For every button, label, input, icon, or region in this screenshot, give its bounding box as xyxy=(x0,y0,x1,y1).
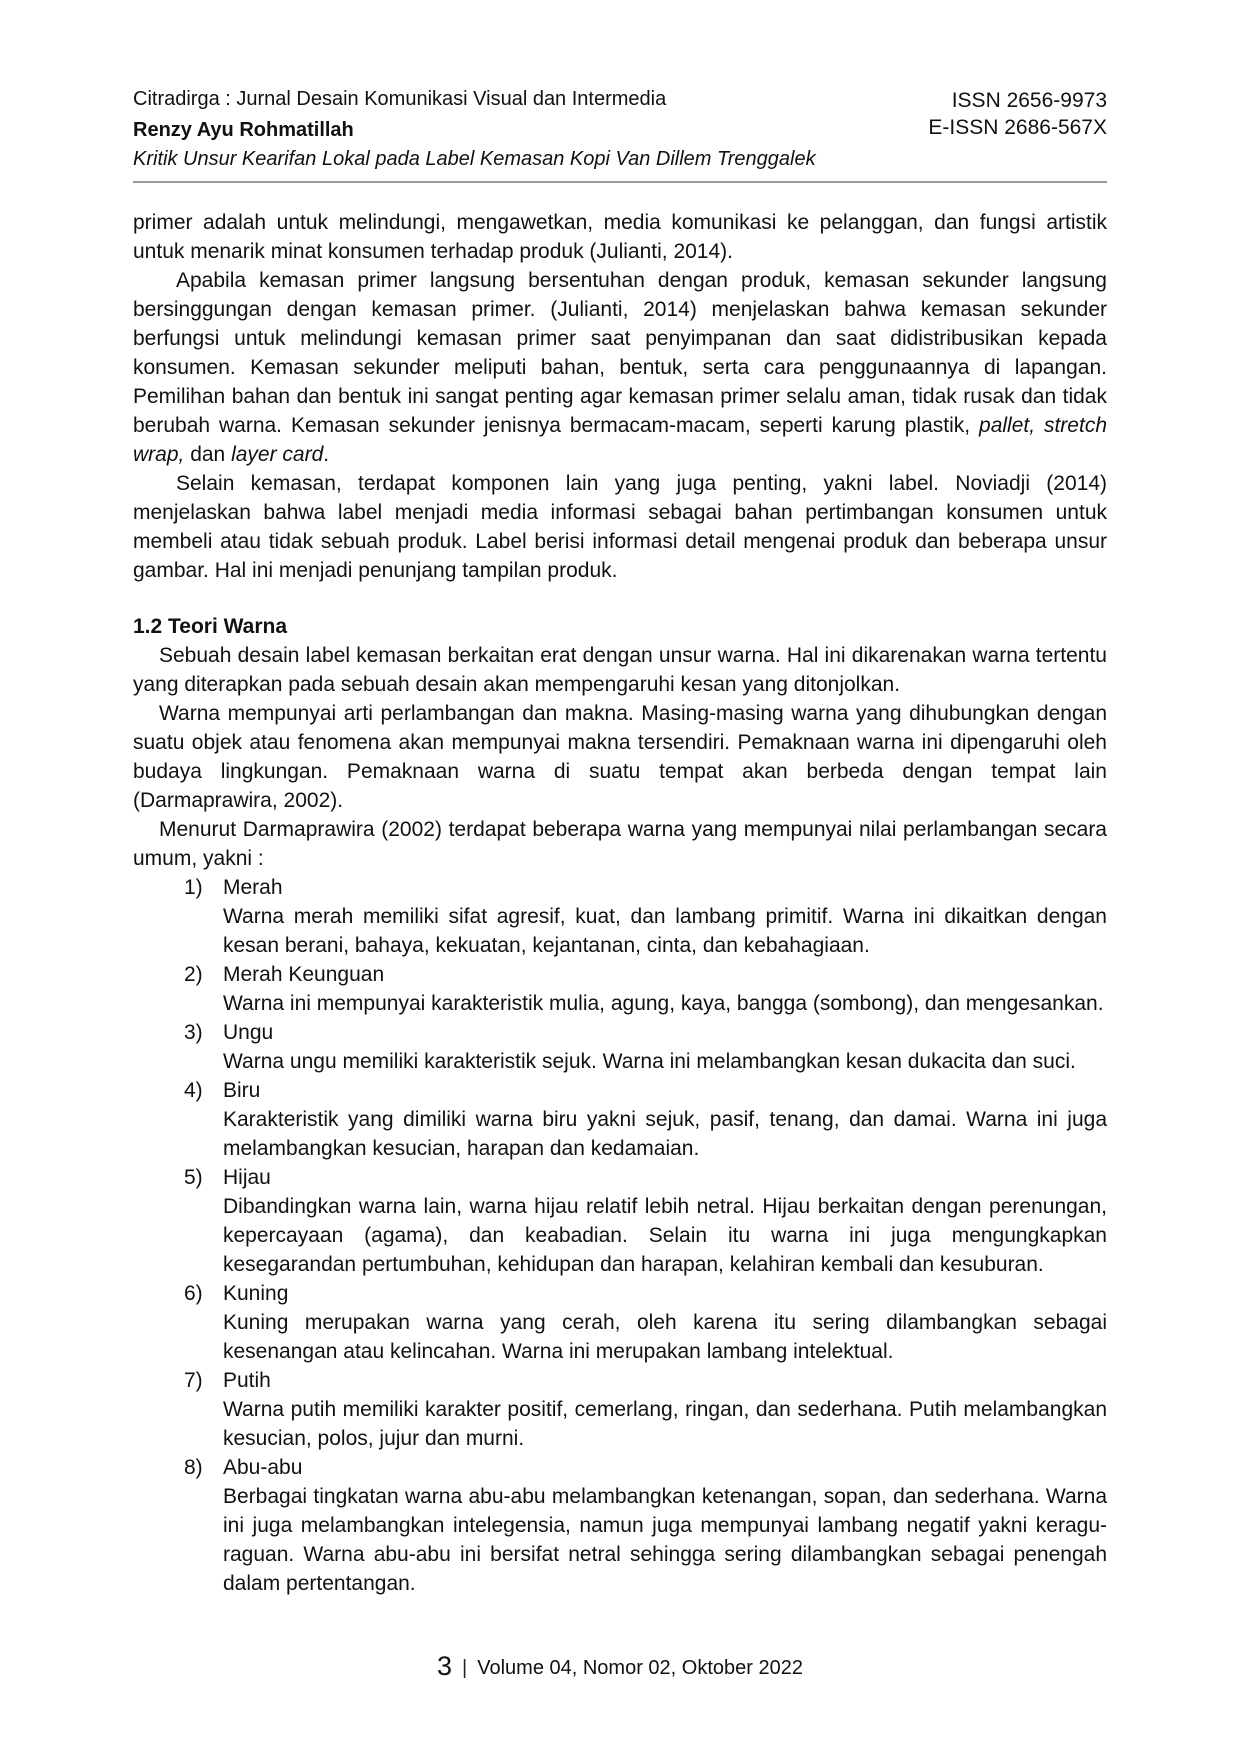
list-item-kuning xyxy=(133,1279,1107,1366)
list-item-abu-abu xyxy=(133,1453,1107,1598)
color-description: Warna ini mempunyai karakteristik mulia, agung, kaya, bangga (sombong), dan mengesankan. xyxy=(223,992,1104,1015)
color-description: Warna merah memiliki sifat agresif, kuat, dan lambang primitif. Warna ini dikaitkan dengan kesan berani, bahaya, kekuatan, kejantanan, cinta, dan kebahagiaan. xyxy=(223,905,1107,957)
list-item-putih xyxy=(133,1366,1107,1453)
italic-segment: pallet, stretch wrap, xyxy=(133,414,1107,466)
footer-separator: | xyxy=(462,1657,468,1679)
color-name: Hijau xyxy=(223,1166,271,1189)
list-item-hijau xyxy=(133,1163,1107,1279)
color-name: Putih xyxy=(223,1369,271,1392)
color-description: Dibandingkan warna lain, warna hijau relatif lebih netral. Hijau berkaitan dengan perenungan, kepercayaan (agama), dan keabadian. Selain itu warna ini juga mengungkapkan kesegarandan pertumbuhan, kehidupan dan harapan, kelahiran kembali dan kesuburan. xyxy=(223,1195,1107,1276)
author-name: Renzy Ayu Rohmatillah xyxy=(133,119,354,141)
issn-block xyxy=(928,86,1107,141)
list-number: 1) xyxy=(184,876,203,899)
list-number: 4) xyxy=(184,1079,203,1102)
text-segment: dan xyxy=(184,443,232,466)
color-name: Merah xyxy=(223,876,283,899)
list-item-ungu xyxy=(133,1018,1107,1076)
issn: ISSN 2656-9973 xyxy=(951,89,1107,112)
color-name: Ungu xyxy=(223,1021,274,1044)
section-heading-teori-warna: 1.2 Teori Warna xyxy=(133,615,288,638)
article-body xyxy=(133,208,1107,1598)
paragraph-desain-warna: Sebuah desain label kemasan berkaitan erat dengan unsur warna. Hal ini dikarenakan warna tertentu yang diterapkan pada sebuah desain akan mempengaruhi kesan yang ditonjolkan. xyxy=(133,644,1107,696)
header-left-block xyxy=(133,86,928,173)
list-item-biru xyxy=(133,1076,1107,1163)
list-item-merah xyxy=(133,873,1107,960)
color-name: Merah Keunguan xyxy=(223,963,385,986)
text-segment: Apabila kemasan primer langsung bersentuhan dengan produk, kemasan sekunder langsung bersinggungan dengan kemasan primer. (Julianti, 2014) menjelaskan bahwa kemasan sekunder berfungsi untuk melindungi kemasan primer saat penyimpanan dan saat didistribusikan kepada konsumen. Kemasan sekunder meliputi bahan, bentuk, serta cara penggunaannya di lapangan. Pemilihan bahan dan bentuk ini sangat penting agar kemasan primer selalu aman, tidak rusak dan tidak berubah warna. Kemasan sekunder jenisnya bermacam-macam, seperti karung plastik, xyxy=(133,269,1107,437)
color-description: Warna ungu memiliki karakteristik sejuk. Warna ini melambangkan kesan dukacita dan suci. xyxy=(223,1050,1076,1073)
color-description: Kuning merupakan warna yang cerah, oleh karena itu sering dilambangkan sebagai kesenangan atau kelincahan. Warna ini merupakan lambang intelektual. xyxy=(223,1311,1107,1363)
header-row xyxy=(133,86,1107,173)
paragraph-menurut-darmaprawira: Menurut Darmaprawira (2002) terdapat beberapa warna yang mempunyai nilai perlambangan secara umum, yakni : xyxy=(133,818,1107,870)
page-header xyxy=(133,86,1107,183)
color-description: Warna putih memiliki karakter positif, cemerlang, ringan, dan sederhana. Putih melambangkan kesucian, polos, jujur dan murni. xyxy=(223,1398,1107,1450)
paragraph-primer-continuation: primer adalah untuk melindungi, mengawetkan, media komunikasi ke pelanggan, dan fungsi artistik untuk menarik minat konsumen terhadap produk (Julianti, 2014). xyxy=(133,211,1107,263)
journal-title: Citradirga : Jurnal Desain Komunikasi Visual dan Intermedia xyxy=(133,88,667,110)
list-number: 2) xyxy=(184,963,203,986)
paragraph-kemasan-sekunder xyxy=(133,266,1107,469)
italic-segment: layer card xyxy=(231,443,324,466)
list-number: 6) xyxy=(184,1282,203,1305)
color-description: Karakteristik yang dimiliki warna biru yakni sejuk, pasif, tenang, dan damai. Warna ini juga melambangkan kesucian, harapan dan kedamaian. xyxy=(223,1108,1107,1160)
list-item-merah-keunguan xyxy=(133,960,1107,1018)
color-name: Kuning xyxy=(223,1282,289,1305)
paragraph-perlambangan: Warna mempunyai arti perlambangan dan makna. Masing-masing warna yang dihubungkan dengan suatu objek atau fenomena akan mempunyai makna tersendiri. Pemaknaan warna ini dipengaruhi oleh budaya lingkungan. Pemaknaan warna di suatu tempat akan berbeda dengan tempat lain (Darmaprawira, 2002). xyxy=(133,702,1107,812)
e-issn: E-ISSN 2686-567X xyxy=(928,116,1107,139)
text-segment: . xyxy=(323,443,330,466)
color-description: Berbagai tingkatan warna abu-abu melambangkan ketenangan, sopan, dan sederhana. Warna ini juga melambangkan intelegensia, namun juga mempunyai lambang negatif yakni keragu-raguan. Warna abu-abu ini bersifat netral sehingga sering dilambangkan sebagai penengah dalam pertentangan. xyxy=(223,1485,1107,1595)
color-name: Biru xyxy=(223,1079,261,1102)
list-number: 7) xyxy=(184,1369,203,1392)
color-meaning-list xyxy=(133,873,1107,1598)
color-name: Abu-abu xyxy=(223,1456,303,1479)
footer-volume-info: Volume 04, Nomor 02, Oktober 2022 xyxy=(477,1657,803,1679)
list-number: 3) xyxy=(184,1021,203,1044)
page-footer xyxy=(0,1651,1240,1682)
article-title: Kritik Unsur Kearifan Lokal pada Label Kemasan Kopi Van Dillem Trenggalek xyxy=(133,148,816,170)
list-number: 5) xyxy=(184,1166,203,1189)
paragraph-label: Selain kemasan, terdapat komponen lain yang juga penting, yakni label. Noviadji (2014) menjelaskan bahwa label menjadi media informasi sebagai bahan pertimbangan konsumen untuk membeli atau tidak sebuah produk. Label berisi informasi detail mengenai produk dan beberapa unsur gambar. Hal ini menjadi penunjang tampilan produk. xyxy=(133,472,1107,582)
page-number: 3 xyxy=(437,1651,453,1681)
list-number: 8) xyxy=(184,1456,203,1479)
